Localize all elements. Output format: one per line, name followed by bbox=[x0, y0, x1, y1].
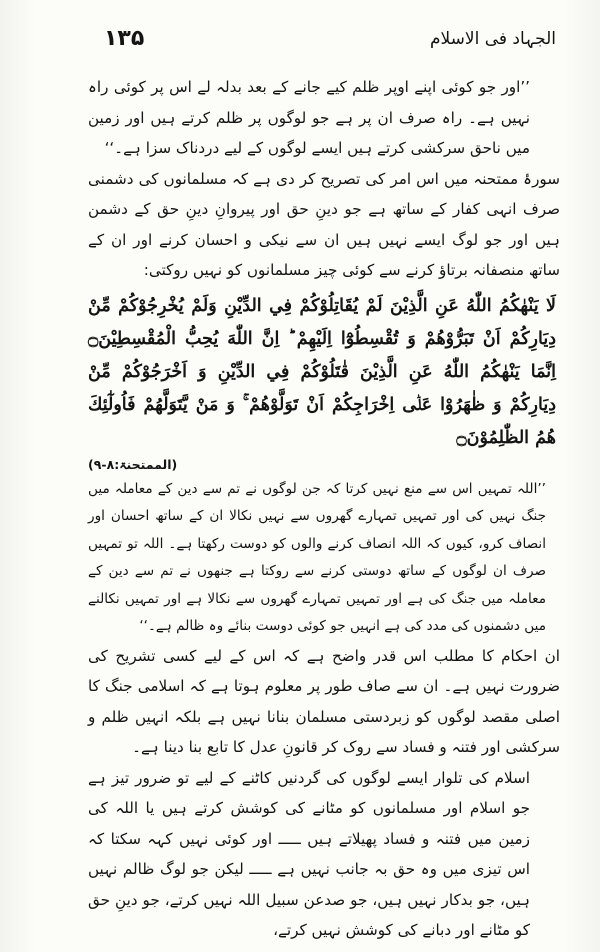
page-header bbox=[104, 26, 556, 60]
running-title: الجہاد فی الاسلام bbox=[429, 29, 556, 49]
verse-translation: ’’اللہ تمہیں اس سے منع نہیں کرتا کہ جن لوگوں نے تم سے دین کے معاملہ میں جنگ نہیں کی اور تمہیں تمہارے گھروں سے نہیں نکالا ان کے ساتھ احسان اور انصاف کرو، کیوں کہ اللہ انصاف کرنے والوں کو دوست رکھتا ہے۔ اللہ تو تمہیں صرف ان لوگوں کے ساتھ دوستی کرنے سے روکتا ہے جنھوں نے تم سے دین کے معاملہ میں جنگ کی ہے اور تمہیں تمہارے گھروں سے نکالا ہے اور تمہیں نکالنے میں دشمنوں کی مدد کی ہے انہیں جو کوئی دوست بنائے وہ ظالم ہے۔‘‘ bbox=[88, 480, 546, 634]
page-number: ۱۳۵ bbox=[104, 26, 145, 51]
page-body bbox=[88, 72, 560, 946]
body-paragraph-3: اسلام کی تلوار ایسے لوگوں کی گردنیں کاٹنے کے لیے تو ضرور تیز ہے جو اسلام اور مسلمانوں کو مٹانے کی کوشش کرتے ہیں یا اللہ کی زمین میں فتنہ و فساد پھیلاتے ہیں ـــــ اور کوئی نہیں کہہ سکتا کہ اس تیزی میں وہ حق بہ جانب نہیں ہے ـــــ لیکن جو لوگ ظالم نہیں ہیں، جو بدکار نہیں ہیں، جو صدعن سبیل اللہ نہیں کرتے، جو دینِ حق کو مٹانے اور دبانے کی کوشش نہیں کرتے، bbox=[88, 768, 530, 939]
body-paragraph-1: سورۂ ممتحنہ میں اس امر کی تصریح کر دی ہے کہ مسلمانوں کی دشمنی صرف انہی کفار کے ساتھ ہے جو دینِ حق اور پیروانِ دینِ حق کے دشمن ہیں اور جو لوگ ایسے نہیں ہیں ان سے نیکی و احسان کرنے اور ان کے ساتھ منصفانہ برتاؤ کرنے سے کوئی چیز مسلمانوں کو نہیں روکتی: bbox=[88, 169, 560, 279]
verse-reference: (الممتحنۃ:۸-۹) bbox=[88, 456, 178, 472]
body-paragraph-2: ان احکام کا مطلب اس قدر واضح ہے کہ اس کے لیے کسی تشریح کی ضرورت نہیں ہے۔ ان سے صاف طور پر معلوم ہوتا ہے کہ اسلامی جنگ کا اصلی مقصد لوگوں کو زبردستی مسلمان بنانا نہیں ہے بلکہ انہیں ظلم و سرکشی اور فتنہ و فساد سے روک کر قانونِ عدل کا تابع بنا دینا ہے۔ bbox=[88, 646, 560, 756]
quranic-verse: لَا يَنْهٰكُمُ اللّٰهُ عَنِ الَّذِيْنَ لَمْ يُقَاتِلُوْكُمْ فِي الدِّيْنِ وَلَمْ يُخْرِجُوْكُمْ مِّنْ دِيَارِكُمْ اَنْ تَبَرُّوْهُمْ وَ تُقْسِطُوْٓا اِلَيْهِمْ ؕ اِنَّ اللّٰهَ يُحِبُّ الْمُقْسِطِيْنَ۝ اِنَّمَا يَنْهٰكُمُ اللّٰهُ عَنِ الَّذِيْنَ قٰتَلُوْكُمْ فِي الدِّيْنِ وَ اَخْرَجُوْكُمْ مِّنْ دِيَارِكُمْ وَ ظٰهَرُوْا عَلٰۤى اِخْرَاجِكُمْ اَنْ تَوَلَّوْهُمْ ۚ وَ مَنْ يَّتَوَلَّهُمْ فَاُولٰٓئِكَ هُمُ الظّٰلِمُوْنَ۝ bbox=[88, 295, 556, 448]
quote-paragraph: ’’اور جو کوئی اپنے اوپر ظلم کیے جانے کے بعد بدلہ لے اس پر کوئی راہ نہیں ہے۔ راہ صرف ان پر ہے جو لوگوں پر ظلم کرتے ہیں اور زمین میں ناحق سرکشی کرتے ہیں ایسے لوگوں کے لیے دردناک سزا ہے۔‘‘ bbox=[88, 78, 530, 157]
